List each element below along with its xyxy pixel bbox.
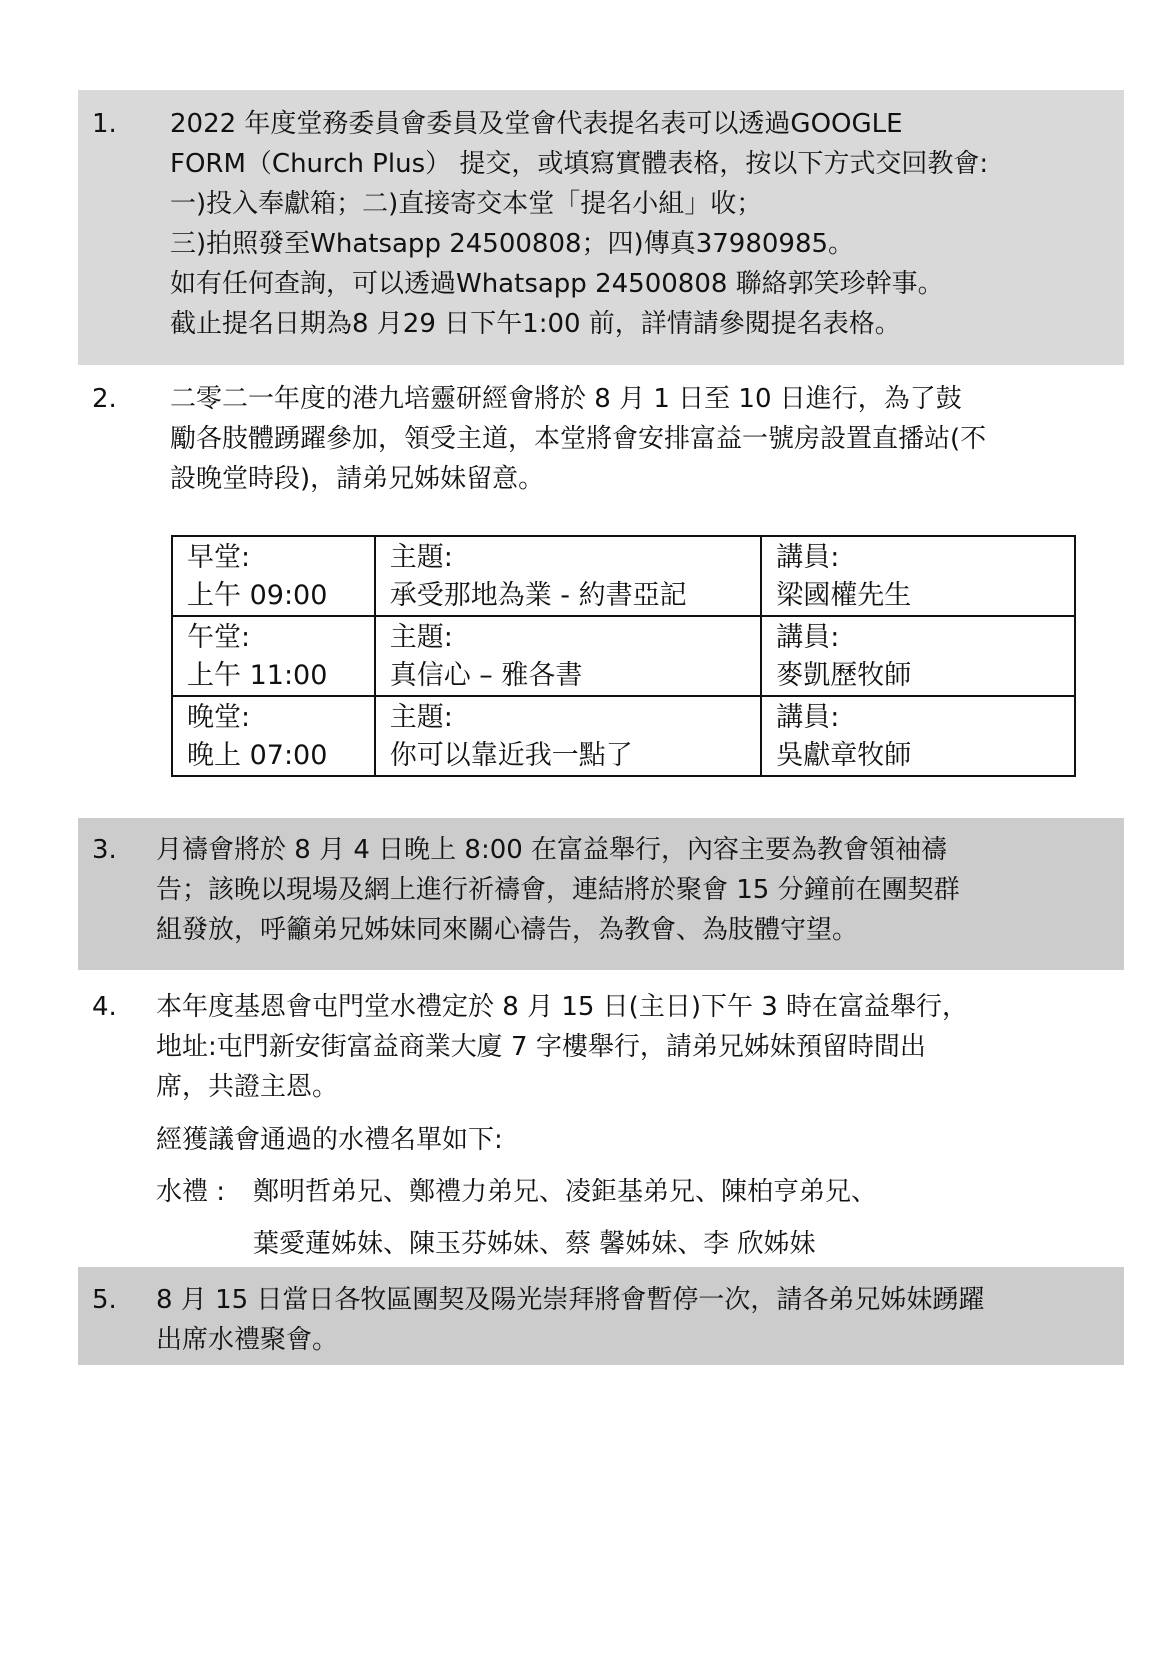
session-cell <box>172 536 375 616</box>
baptism-list-intro: 經獲議會通過的水禮名單如下: <box>156 1125 503 1155</box>
topic-label: 主題: <box>389 542 453 573</box>
speaker-name: 梁國權先生 <box>776 580 912 611</box>
speaker-cell <box>761 616 1075 696</box>
topic-cell <box>375 616 762 696</box>
topic-label: 主題: <box>389 702 453 733</box>
schedule-row-evening <box>172 696 1075 776</box>
item-5-number: 5. <box>92 1285 117 1315</box>
schedule-row-morning <box>172 536 1075 616</box>
item-4-number: 4. <box>92 992 117 1022</box>
item-1-line-6: 截止提名日期為8 月29 日下午1:00 前，詳情請參閱提名表格。 <box>170 309 901 339</box>
item-1-number: 1. <box>92 109 117 139</box>
item-2-text <box>170 379 986 499</box>
speaker-label: 講員: <box>776 542 840 573</box>
item-2-line-2: 勵各肢體踴躍參加，領受主道，本堂將會安排富益一號房設置直播站(不 <box>170 424 987 454</box>
item-2-line-3: 設晚堂時段)，請弟兄姊妹留意。 <box>170 464 545 494</box>
speaker-cell <box>761 696 1075 776</box>
topic-text: 真信心 – 雅各書 <box>389 660 583 691</box>
session-cell <box>172 696 375 776</box>
baptism-names-line-2: 葉愛蓮姊妹、陳玉芬姊妹、蔡 馨姊妹、李 欣姊妹 <box>253 1229 816 1259</box>
speaker-label: 講員: <box>776 622 840 653</box>
baptism-label: 水禮 : <box>156 1177 226 1207</box>
item-2-number: 2. <box>92 384 117 414</box>
schedule-table <box>171 535 1076 777</box>
speaker-name: 麥凱歷牧師 <box>776 660 912 691</box>
topic-cell <box>375 696 762 776</box>
session-cell <box>172 616 375 696</box>
item-3-line-2: 告；該晚以現場及網上進行祈禱會，連結將於聚會 15 分鐘前在團契群 <box>156 875 960 905</box>
item-4-text <box>156 987 968 1107</box>
item-5-line-1: 8 月 15 日當日各牧區團契及陽光崇拜將會暫停一次，請各弟兄姊妹踴躍 <box>156 1285 985 1315</box>
item-2-line-1: 二零二一年度的港九培靈研經會將於 8 月 1 日至 10 日進行，為了鼓 <box>170 384 962 414</box>
speaker-label: 講員: <box>776 702 840 733</box>
topic-text: 你可以靠近我一點了 <box>389 740 633 771</box>
item-1-line-5: 如有任何查詢，可以透過Whatsapp 24500808 聯絡郭笑珍幹事。 <box>170 269 944 299</box>
speaker-name: 吳獻章牧師 <box>776 740 912 771</box>
topic-cell <box>375 536 762 616</box>
item-3-line-3: 組發放，呼籲弟兄姊妹同來關心禱告，為教會、為肢體守望。 <box>156 915 859 945</box>
topic-label: 主題: <box>389 622 453 653</box>
item-3-number: 3. <box>92 835 117 865</box>
item-1-line-3: 一)投入奉獻箱；二)直接寄交本堂「提名小組」收； <box>170 189 763 219</box>
session-time: 晚上 07:00 <box>187 740 328 771</box>
item-1-line-4: 三)拍照發至Whatsapp 24500808；四)傳真37980985。 <box>170 229 855 259</box>
item-4-line-1: 本年度基恩會屯門堂水禮定於 8 月 15 日(主日)下午 3 時在富益舉行， <box>156 992 969 1022</box>
item-1-line-1: 2022 年度堂務委員會委員及堂會代表提名表可以透過GOOGLE <box>170 109 903 139</box>
item-5-line-2: 出席水禮聚會。 <box>156 1325 339 1355</box>
item-5-text <box>156 1280 984 1360</box>
session-label: 午堂: <box>187 622 251 653</box>
baptism-names-line-1: 鄭明哲弟兄、鄭禮力弟兄、凌鉅基弟兄、陳柏亨弟兄、 <box>253 1177 878 1207</box>
session-time: 上午 11:00 <box>187 660 328 691</box>
session-label: 晚堂: <box>187 702 251 733</box>
item-1-line-2: FORM（Church Plus） 提交，或填寫實體表格，按以下方式交回教會: <box>170 149 989 179</box>
item-4-line-2: 地址:屯門新安街富益商業大廈 7 字樓舉行，請弟兄姊妹預留時間出 <box>156 1032 926 1062</box>
session-label: 早堂: <box>187 542 251 573</box>
session-time: 上午 09:00 <box>187 580 328 611</box>
item-4-line-3: 席，共證主恩。 <box>156 1072 339 1102</box>
schedule-row-noon <box>172 616 1075 696</box>
topic-text: 承受那地為業 - 約書亞記 <box>389 580 687 611</box>
item-1-text <box>170 104 988 344</box>
item-3-text <box>156 830 960 950</box>
speaker-cell <box>761 536 1075 616</box>
item-3-line-1: 月禱會將於 8 月 4 日晚上 8:00 在富益舉行，內容主要為教會領袖禱 <box>156 835 948 865</box>
